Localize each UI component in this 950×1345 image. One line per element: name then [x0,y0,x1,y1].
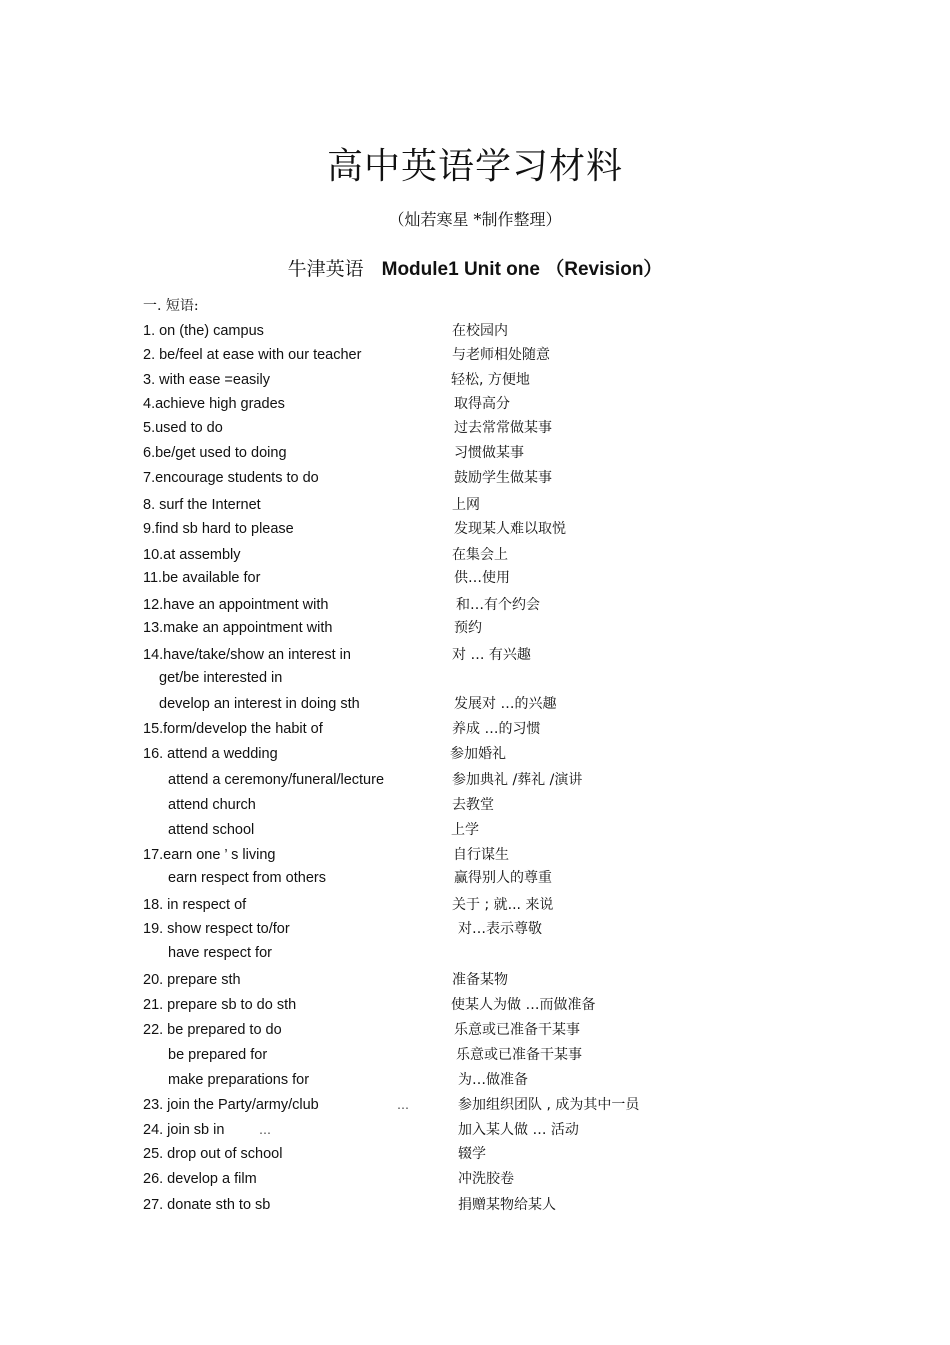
phrase-english: 3. with ease =easily [143,372,270,388]
phrase-row [0,1020,950,1040]
phrase-row [0,1169,950,1189]
phrase-row [0,418,950,438]
unit-heading-en: Module1 Unit one （Revision） [381,259,663,280]
phrase-chinese: 辍学 [458,1146,486,1162]
phrase-chinese: 捐赠某物给某人 [458,1197,556,1213]
phrase-chinese: 预约 [454,620,482,636]
phrase-row [0,1045,950,1065]
document-title: 高中英语学习材料 [326,146,623,187]
phrase-chinese: 参加典礼 /葬礼 /演讲 [452,772,583,788]
phrase-english: attend school [168,822,255,838]
phrase-row [0,370,950,390]
phrase-row [0,694,950,714]
phrase-row [0,868,950,888]
phrase-row [0,744,950,764]
phrase-row [0,1120,950,1140]
phrase-english: 23. join the Party/army/club [143,1097,319,1113]
phrase-english: attend a ceremony/funeral/lecture [168,772,385,788]
phrase-chinese: 过去常常做某事 [454,420,552,436]
phrase-chinese: 参加组织团队 , 成为其中一员 [458,1097,640,1113]
phrase-english: 27. donate sth to sb [143,1197,271,1213]
phrase-english: 7.encourage students to do [143,470,319,486]
unit-heading [0,254,950,281]
phrase-chinese: 对 … 有兴趣 [452,647,531,663]
phrase-chinese: 和…有个约会 [456,597,540,613]
phrase-english: 1. on (the) campus [143,323,264,339]
phrase-chinese: 习惯做某事 [454,445,524,461]
section-label: 一. 短语: [143,298,199,314]
phrase-english: 16. attend a wedding [143,746,278,762]
phrase-english: 20. prepare sth [143,972,241,988]
phrase-english: 8. surf the Internet [143,497,261,513]
phrase-english: 13.make an appointment with [143,620,333,636]
phrase-chinese: 上网 [452,497,480,513]
phrase-chinese: 为…做准备 [458,1072,528,1088]
phrase-chinese: 去教堂 [452,797,494,813]
phrase-chinese: 使某人为做 …而做准备 [451,997,596,1013]
phrase-chinese: 冲洗胶卷 [458,1171,514,1187]
phrase-row [0,795,950,815]
phrase-row [0,845,950,865]
phrase-english: have respect for [168,945,272,961]
phrase-chinese: 在校园内 [452,323,508,339]
phrase-english: be prepared for [168,1047,268,1063]
phrase-row [0,618,950,638]
unit-heading-cn: 牛津英语 [287,258,364,280]
phrase-english: 12.have an appointment with [143,597,329,613]
phrase-english: 22. be prepared to do [143,1022,282,1038]
phrase-row [0,345,950,365]
phrase-row [0,545,950,565]
phrase-chinese: 关于 ; 就... 来说 [452,897,554,913]
phrase-chinese: 乐意或已准备干某事 [456,1047,582,1063]
phrase-row [0,995,950,1015]
phrase-row [0,770,950,790]
phrase-row [0,568,950,588]
phrase-chinese: 养成 …的习惯 [452,721,541,737]
phrase-chinese: 对…表示尊敬 [458,921,542,937]
phrase-english: 25. drop out of school [143,1146,283,1162]
phrase-english: 18. in respect of [143,897,247,913]
phrase-row [0,468,950,488]
phrase-chinese: 与老师相处随意 [452,347,550,363]
phrase-row [0,895,950,915]
phrase-english: 24. join sb in [143,1122,225,1138]
phrase-english: develop an interest in doing sth [159,696,360,712]
phrase-chinese: 参加婚礼 [450,746,506,762]
phrase-chinese: 上学 [451,822,479,838]
phrase-english: 6.be/get used to doing [143,445,287,461]
phrase-english: attend church [168,797,256,813]
phrase-chinese: 赢得别人的尊重 [454,870,552,886]
phrase-row [0,719,950,739]
ellipsis-mark: … [397,1098,409,1112]
phrase-english: 17.earn one ’ s living [143,847,276,863]
phrase-row [0,1095,950,1115]
phrase-english: 10.at assembly [143,547,241,563]
phrase-row [0,321,950,341]
phrase-english: 11.be available for [143,570,261,586]
phrase-chinese: 自行谋生 [453,847,509,863]
phrase-english: earn respect from others [168,870,326,886]
phrase-english: 21. prepare sb to do sth [143,997,297,1013]
phrase-english: 15.form/develop the habit of [143,721,323,737]
phrase-row [0,595,950,615]
phrase-row [0,919,950,939]
phrase-chinese: 加入某人做 … 活动 [458,1122,579,1138]
phrase-chinese: 供…使用 [454,570,510,586]
phrase-row [0,519,950,539]
phrase-row [0,495,950,515]
phrase-english: 14.have/take/show an interest in [143,647,351,663]
phrase-chinese: 发展对 …的兴趣 [454,696,557,712]
phrase-chinese: 在集会上 [452,547,508,563]
phrase-chinese: 发现某人难以取悦 [454,521,566,537]
phrase-english: 26. develop a film [143,1171,257,1187]
phrase-chinese: 乐意或已准备干某事 [454,1022,580,1038]
phrase-english: get/be interested in [159,670,283,686]
phrase-chinese: 轻松, 方便地 [451,372,530,388]
phrase-english: make preparations for [168,1072,310,1088]
phrase-english: 2. be/feel at ease with our teacher [143,347,362,363]
phrase-chinese: 鼓励学生做某事 [454,470,552,486]
phrase-english: 19. show respect to/for [143,921,290,937]
phrase-chinese: 取得高分 [454,396,510,412]
phrase-row [0,443,950,463]
phrase-row [0,394,950,414]
phrase-chinese: 准备某物 [452,972,508,988]
phrase-row [0,668,950,688]
phrase-row [0,1070,950,1090]
phrase-row [0,970,950,990]
ellipsis-mark: … [259,1123,271,1137]
phrase-row [0,645,950,665]
phrase-english: 4.achieve high grades [143,396,285,412]
document-subtitle: （灿若寒星 *制作整理） [388,210,562,229]
phrase-row [0,820,950,840]
phrase-row [0,1195,950,1215]
phrase-row [0,1144,950,1164]
phrase-english: 9.find sb hard to please [143,521,294,537]
phrase-row [0,943,950,963]
phrase-english: 5.used to do [143,420,223,436]
